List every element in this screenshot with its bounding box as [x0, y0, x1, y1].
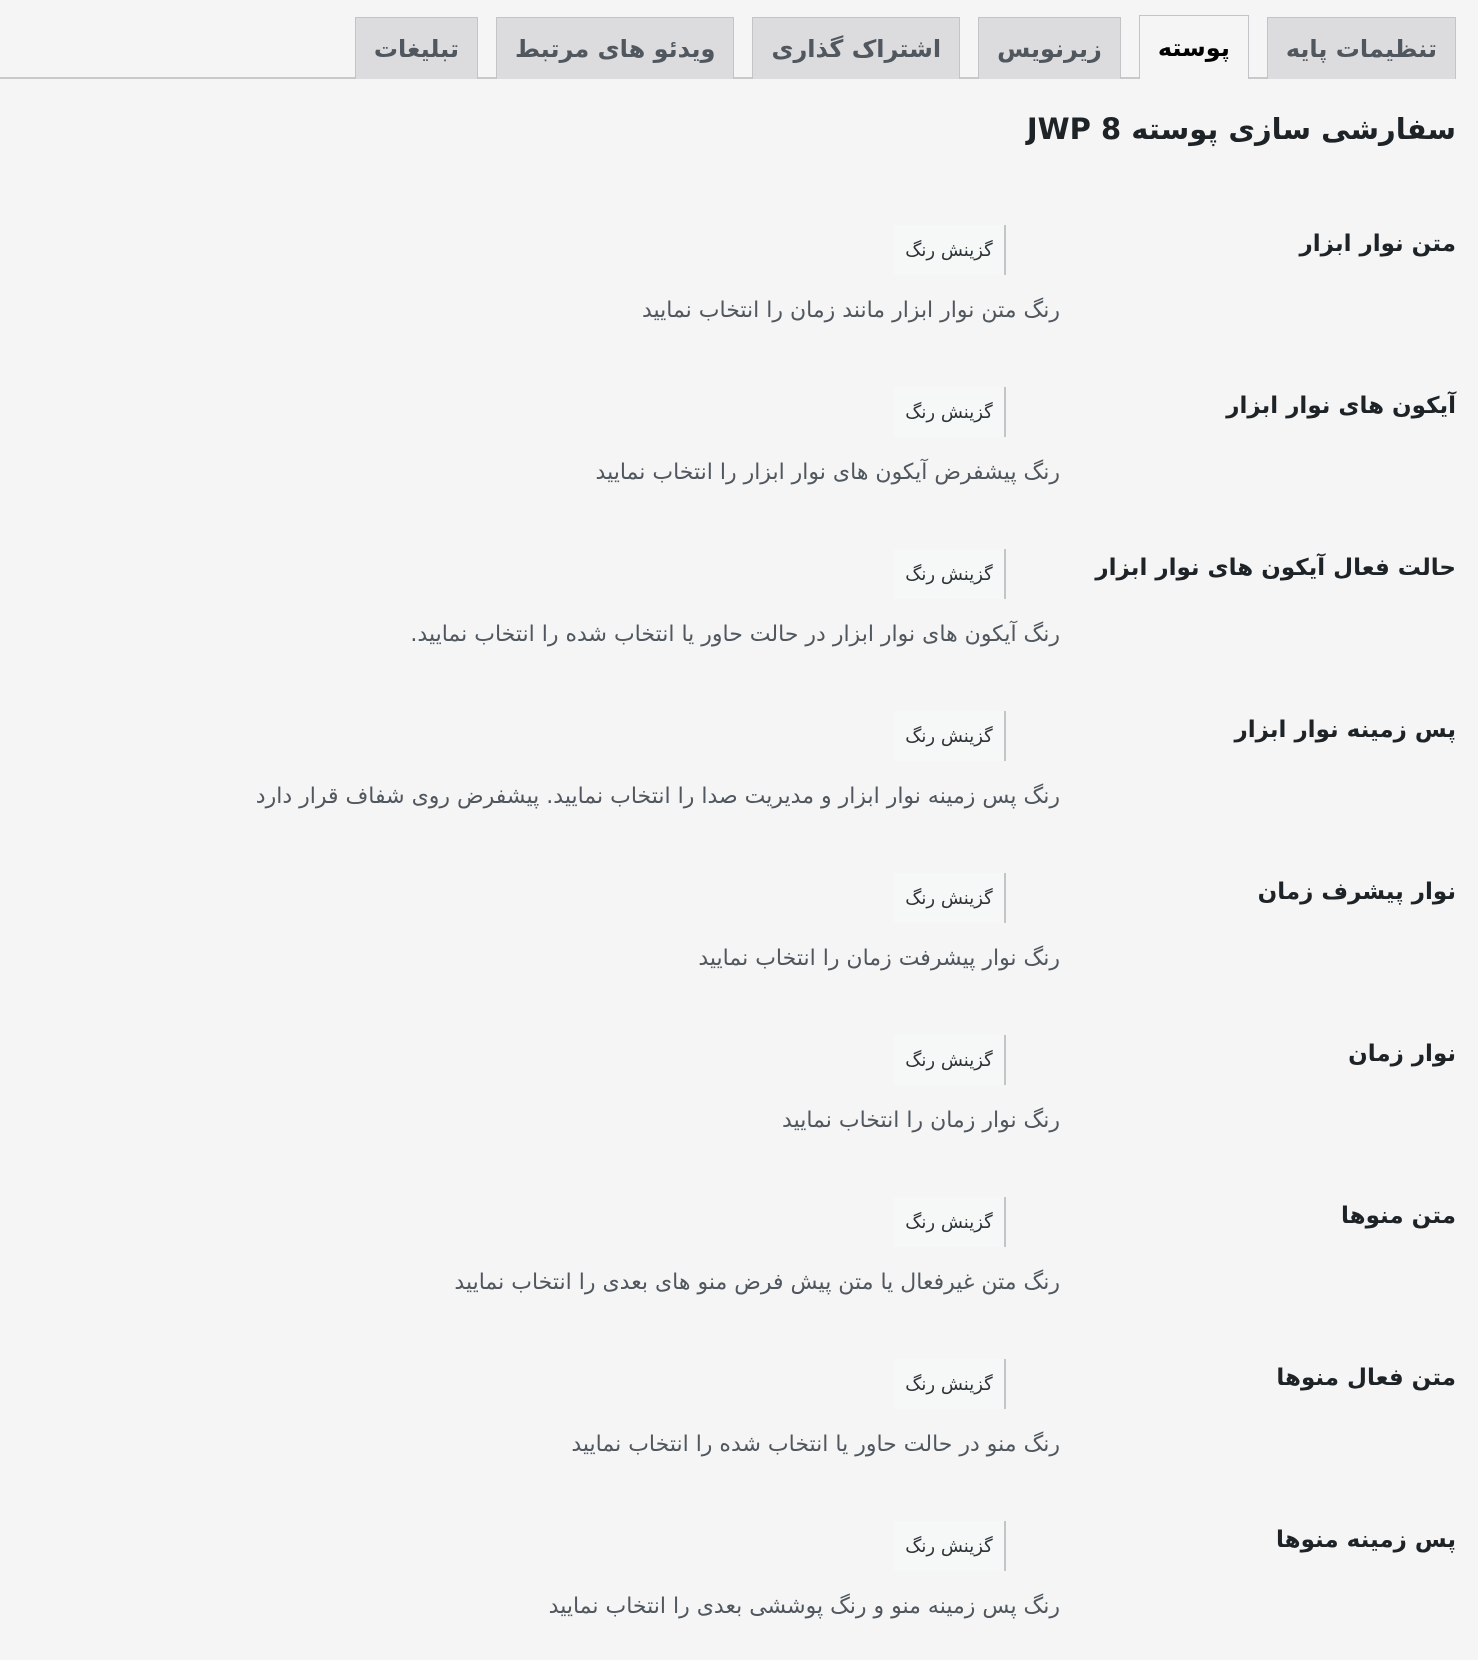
tab-subtitles[interactable]: زیرنویس	[978, 17, 1121, 79]
tab-related-videos[interactable]: ویدئو های مرتبط	[496, 17, 735, 79]
field-label-menu-active-text: متن فعال منوها	[1276, 1365, 1456, 1391]
field-label-time-bar: نوار زمان	[1348, 1041, 1456, 1067]
field-description-menu-active-text: رنگ منو در حالت حاور یا انتخاب شده را انتخاب نمایید	[571, 1432, 1060, 1457]
color-picker-button-toolbar-icons-active[interactable]: گزینش رنگ	[894, 549, 1006, 599]
page-title: سفارشی سازی پوسته JWP 8	[1026, 112, 1456, 146]
color-picker-button-menu-active-text[interactable]: گزینش رنگ	[894, 1359, 1006, 1409]
field-label-toolbar-background: پس زمینه نوار ابزار	[1234, 717, 1456, 743]
field-description-time-progress-bar: رنگ نوار پیشرفت زمان را انتخاب نمایید	[698, 946, 1060, 971]
color-picker-button-menu-text[interactable]: گزینش رنگ	[894, 1197, 1006, 1247]
field-label-toolbar-icons-active: حالت فعال آیکون های نوار ابزار	[1095, 555, 1456, 581]
field-label-time-progress-bar: نوار پیشرف زمان	[1257, 879, 1456, 905]
color-picker-button-time-bar[interactable]: گزینش رنگ	[894, 1035, 1006, 1085]
field-description-time-bar: رنگ نوار زمان را انتخاب نمایید	[782, 1108, 1060, 1133]
field-label-toolbar-icons: آیکون های نوار ابزار	[1226, 393, 1456, 419]
field-label-toolbar-text: متن نوار ابزار	[1299, 231, 1456, 257]
settings-tabs	[0, 13, 1456, 79]
tab-advertising[interactable]: تبلیغات	[355, 17, 478, 79]
field-label-menu-text: متن منوها	[1341, 1203, 1456, 1229]
field-description-toolbar-icons-active: رنگ آیکون های نوار ابزار در حالت حاور یا انتخاب شده را انتخاب نمایید.	[410, 622, 1060, 647]
field-label-menu-background: پس زمینه منوها	[1275, 1527, 1456, 1553]
field-description-menu-background: رنگ پس زمینه منو و رنگ پوششی بعدی را انتخاب نمایید	[548, 1594, 1060, 1619]
color-picker-button-time-progress-bar[interactable]: گزینش رنگ	[894, 873, 1006, 923]
tab-basic-settings[interactable]: تنظیمات پایه	[1267, 17, 1456, 79]
field-description-toolbar-background: رنگ پس زمینه نوار ابزار و مدیریت صدا را انتخاب نمایید. پیشفرض روی شفاف قرار دارد	[255, 784, 1060, 809]
color-picker-button-menu-background[interactable]: گزینش رنگ	[894, 1521, 1006, 1571]
tab-sharing[interactable]: اشتراک گذاری	[752, 17, 960, 79]
color-picker-button-toolbar-icons[interactable]: گزینش رنگ	[894, 387, 1006, 437]
tab-skin[interactable]: پوسته	[1139, 15, 1249, 79]
color-picker-button-toolbar-text[interactable]: گزینش رنگ	[894, 225, 1006, 275]
field-description-toolbar-icons: رنگ پیشفرض آیکون های نوار ابزار را انتخاب نمایید	[595, 460, 1060, 485]
color-picker-button-toolbar-background[interactable]: گزینش رنگ	[894, 711, 1006, 761]
field-description-menu-text: رنگ متن غیرفعال یا متن پیش فرض منو های بعدی را انتخاب نمایید	[454, 1270, 1060, 1295]
field-description-toolbar-text: رنگ متن نوار ابزار مانند زمان را انتخاب نمایید	[641, 298, 1060, 323]
